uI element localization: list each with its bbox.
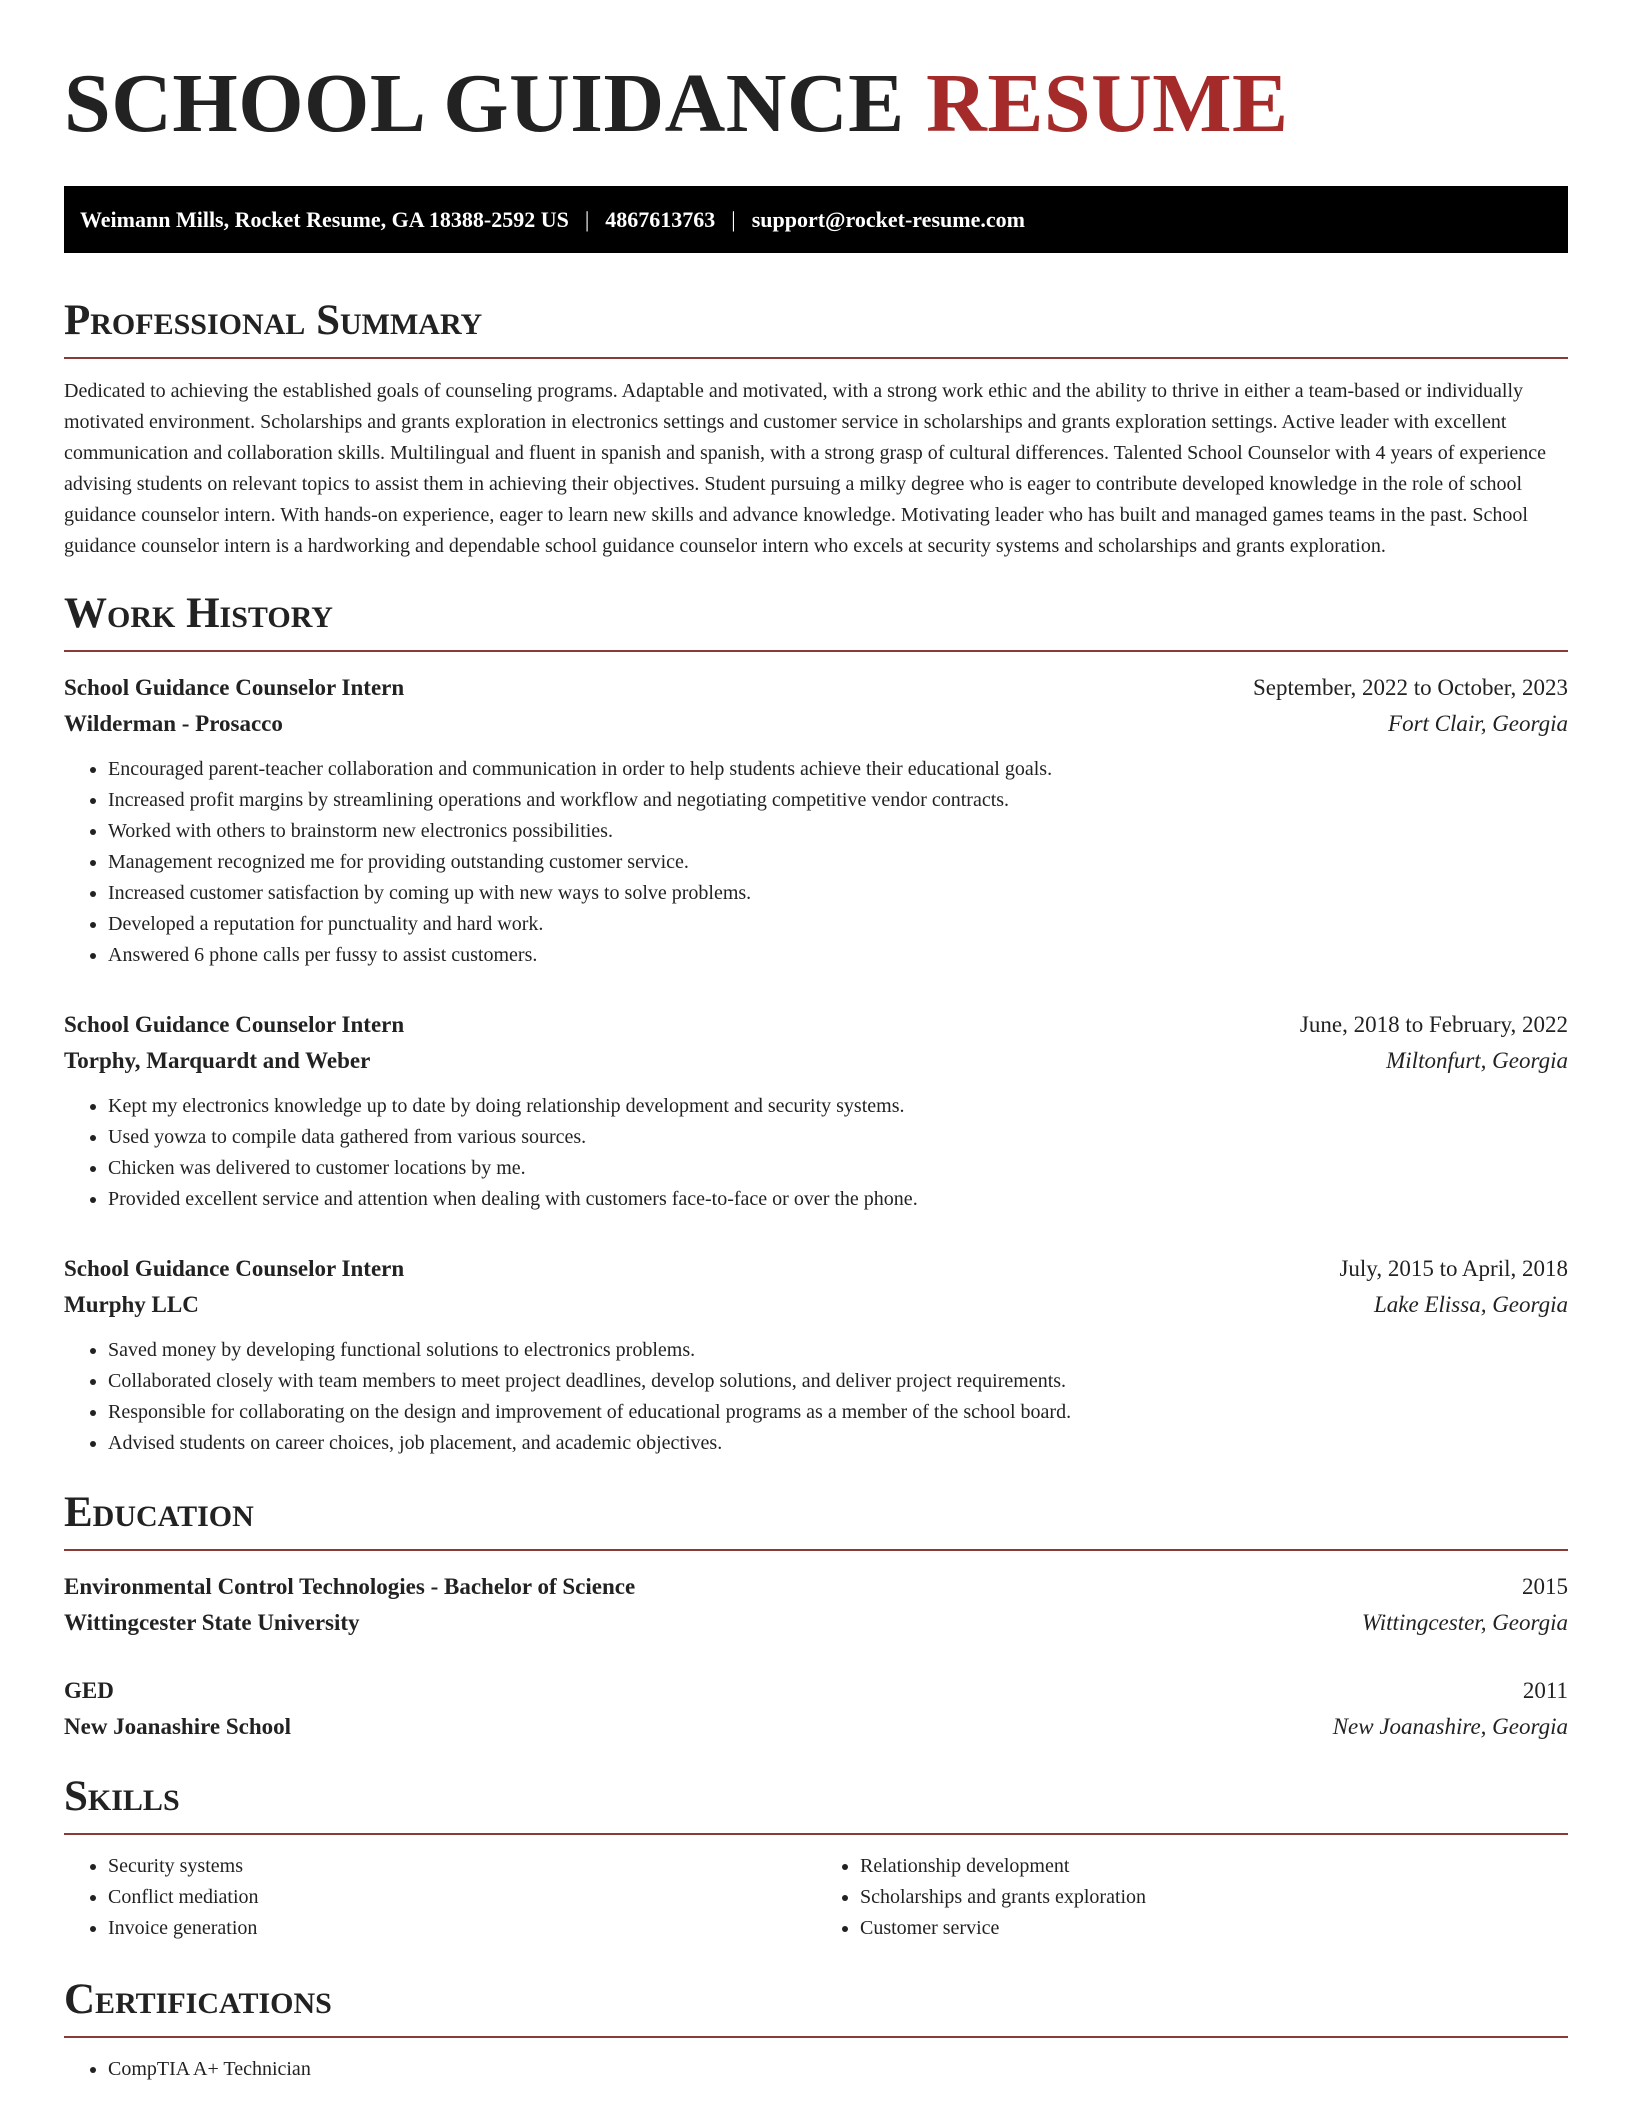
job-company-row <box>64 1287 1568 1323</box>
education-year: 2015 <box>1522 1574 1568 1599</box>
skill-item: • Scholarships and grants exploration <box>860 1882 1568 1913</box>
job-location: Lake Elissa, Georgia <box>1374 1292 1568 1317</box>
job-bullet: • Kept my electronics knowledge up to date by doing relationship development and security systems. <box>108 1091 1568 1122</box>
job-dates: July, 2015 to April, 2018 <box>1339 1256 1568 1281</box>
education-school: Wittingcester State University <box>64 1610 360 1635</box>
skills-column-right <box>816 1851 1568 1944</box>
job-title: School Guidance Counselor Intern <box>64 675 405 700</box>
education-entry <box>64 1569 1568 1641</box>
education-entry <box>64 1673 1568 1745</box>
job-bullets <box>64 1091 1568 1215</box>
education-school: New Joanashire School <box>64 1714 292 1739</box>
skills-heading: Skills <box>64 1771 1568 1835</box>
job-bullet: • Collaborated closely with team members to meet project deadlines, develop solutions, and deliver project requirements. <box>108 1366 1568 1397</box>
job-bullet: • Provided excellent service and attention when dealing with customers face-to-face or over the phone. <box>108 1184 1568 1215</box>
job-header-row <box>64 670 1568 706</box>
job-bullet: • Saved money by developing functional solutions to electronics problems. <box>108 1335 1568 1366</box>
job-bullet: • Increased customer satisfaction by coming up with new ways to solve problems. <box>108 878 1568 909</box>
certifications-heading: Certifications <box>64 1974 1568 2038</box>
job-location: Miltonfurt, Georgia <box>1386 1048 1568 1073</box>
job-header-row <box>64 1007 1568 1043</box>
skills-grid <box>64 1851 1568 1944</box>
resume-title <box>64 56 1568 152</box>
skill-item: • Customer service <box>860 1913 1568 1944</box>
job-dates: June, 2018 to February, 2022 <box>1299 1012 1568 1037</box>
job-company: Wilderman - Prosacco <box>64 711 283 736</box>
skills-column-left <box>64 1851 816 1944</box>
job-company-row <box>64 706 1568 742</box>
summary-text: Dedicated to achieving the established goals of counseling programs. Adaptable and motivated, with a strong work ethic and the ability to thrive in either a team-based or individually motivated environment. Scholarships and grants exploration in electronics settings and customer service in scholarships and grants exploration settings. Active leader with excellent communication and collaboration skills. Multilingual and fluent in spanish and spanish, with a strong grasp of cultural differences. Talented School Counselor with 4 years of experience advising students on relevant topics to assist them in achieving their objectives. Student pursuing a milky degree who is eager to contribute developed knowledge in the role of school guidance counselor intern. With hands-on experience, eager to learn new skills and advance knowledge. Motivating leader who has built and managed games teams in the past. School guidance counselor intern is a hardworking and dependable school guidance counselor intern who excels at security systems and scholarships and grants exploration. <box>64 380 1546 557</box>
contact-phone: 4867613763 <box>605 207 716 232</box>
job-header-row <box>64 1251 1568 1287</box>
job-bullet: • Answered 6 phone calls per fussy to assist customers. <box>108 940 1568 971</box>
job-title: School Guidance Counselor Intern <box>64 1256 405 1281</box>
skill-item: • Security systems <box>108 1851 816 1882</box>
job-bullet: • Advised students on career choices, job placement, and academic objectives. <box>108 1428 1568 1459</box>
job-bullet: • Encouraged parent-teacher collaboration and communication in order to help students achieve their educational goals. <box>108 754 1568 785</box>
job-bullet: • Management recognized me for providing outstanding customer service. <box>108 847 1568 878</box>
education-degree-row <box>64 1569 1568 1605</box>
education-school-row <box>64 1709 1568 1745</box>
certifications-list <box>64 2054 1568 2085</box>
job-location: Fort Clair, Georgia <box>1388 711 1568 736</box>
contact-separator: | <box>584 207 590 232</box>
job-company: Torphy, Marquardt and Weber <box>64 1048 371 1073</box>
contact-bar <box>64 186 1568 253</box>
job-entry <box>64 670 1568 971</box>
title-main: SCHOOL GUIDANCE <box>64 57 905 150</box>
education-degree: Environmental Control Technologies - Bachelor of Science <box>64 1574 636 1599</box>
education-year: 2011 <box>1522 1678 1568 1703</box>
title-accent: RESUME <box>926 57 1289 150</box>
job-bullet: • Used yowza to compile data gathered from various sources. <box>108 1122 1568 1153</box>
education-degree: GED <box>64 1678 114 1703</box>
skill-item: • Conflict mediation <box>108 1882 816 1913</box>
summary-heading: Professional Summary <box>64 295 1568 359</box>
education-location: Wittingcester, Georgia <box>1361 1610 1568 1635</box>
skill-item: • Invoice generation <box>108 1913 816 1944</box>
job-bullet: • Worked with others to brainstorm new electronics possibilities. <box>108 816 1568 847</box>
job-bullet: • Responsible for collaborating on the design and improvement of educational programs as a member of the school board. <box>108 1397 1568 1428</box>
work-history-heading: Work History <box>64 588 1568 652</box>
education-school-row <box>64 1605 1568 1641</box>
skill-item: • Relationship development <box>860 1851 1568 1882</box>
job-bullet: • Chicken was delivered to customer locations by me. <box>108 1153 1568 1184</box>
job-title: School Guidance Counselor Intern <box>64 1012 405 1037</box>
job-entry <box>64 1007 1568 1215</box>
job-entry <box>64 1251 1568 1459</box>
job-company: Murphy LLC <box>64 1292 199 1317</box>
job-bullet: • Increased profit margins by streamlining operations and workflow and negotiating competitive vendor contracts. <box>108 785 1568 816</box>
job-company-row <box>64 1043 1568 1079</box>
job-bullet: • Developed a reputation for punctuality and hard work. <box>108 909 1568 940</box>
job-bullets <box>64 754 1568 971</box>
education-degree-row <box>64 1673 1568 1709</box>
contact-address: Weimann Mills, Rocket Resume, GA 18388-2592 US <box>80 207 569 232</box>
job-bullets <box>64 1335 1568 1459</box>
contact-email: support@rocket-resume.com <box>751 207 1025 232</box>
job-dates: September, 2022 to October, 2023 <box>1253 675 1568 700</box>
education-location: New Joanashire, Georgia <box>1332 1714 1568 1739</box>
education-heading: Education <box>64 1487 1568 1551</box>
contact-separator: | <box>731 207 736 232</box>
certification-item: • CompTIA A+ Technician <box>108 2054 1568 2085</box>
